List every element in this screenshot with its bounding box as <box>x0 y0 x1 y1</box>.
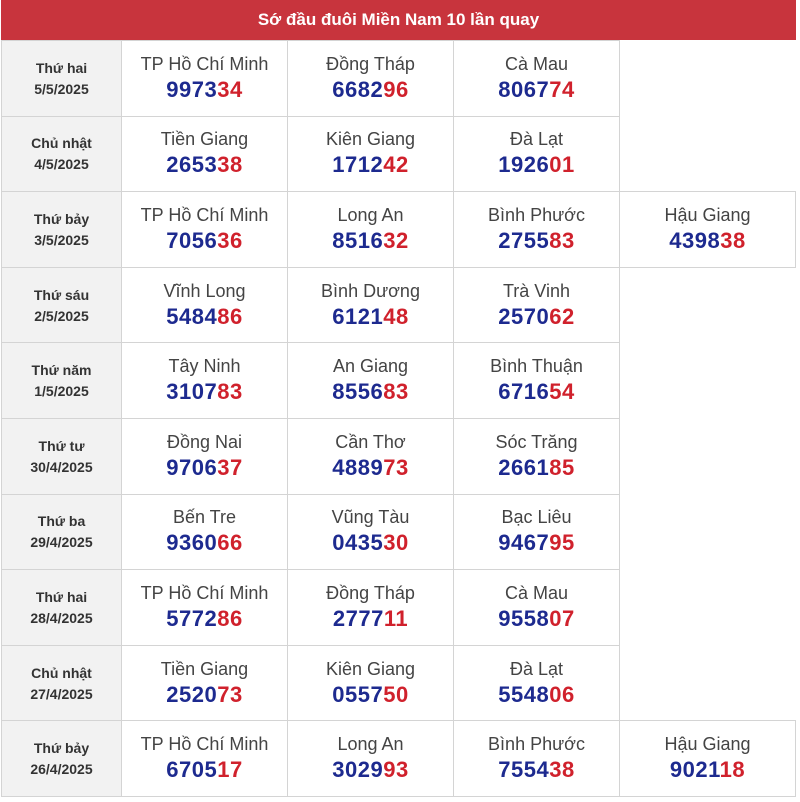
number-tail-digits: 83 <box>549 227 575 253</box>
province-result-cell <box>288 267 454 343</box>
province-name: Bến Tre <box>172 507 237 528</box>
number-tail-digits: 18 <box>719 757 746 783</box>
number-head-digits: 0435 <box>332 530 384 556</box>
number-tail-digits: 95 <box>549 530 575 556</box>
day-cell <box>2 570 122 646</box>
lottery-number <box>288 606 453 632</box>
province-result-cell <box>454 343 620 419</box>
province-name: Vĩnh Long <box>163 280 246 301</box>
province-result-cell <box>454 494 620 570</box>
draw-date: 5/5/2025 <box>34 80 89 97</box>
empty-cell <box>620 116 796 192</box>
draw-date: 2/5/2025 <box>34 307 89 324</box>
number-tail-digits: 38 <box>720 227 746 253</box>
number-head-digits: 5548 <box>498 681 550 707</box>
day-cell <box>2 267 122 343</box>
lottery-number <box>454 152 619 178</box>
province-result-cell <box>454 41 620 117</box>
province-result-cell <box>288 192 454 268</box>
number-tail-digits: 34 <box>217 76 243 102</box>
lottery-number <box>122 228 287 254</box>
table-row <box>2 570 796 646</box>
number-tail-digits: 38 <box>549 757 575 783</box>
number-tail-digits: 01 <box>549 152 575 178</box>
day-name: Thứ bảy <box>33 740 90 757</box>
number-head-digits: 6121 <box>332 303 384 329</box>
draw-date: 1/5/2025 <box>34 383 89 400</box>
number-tail-digits: 73 <box>383 454 409 480</box>
province-name: TP Hồ Chí Minh <box>140 53 269 74</box>
table-row <box>2 494 796 570</box>
lottery-number <box>122 379 287 405</box>
province-name: Bình Dương <box>321 280 420 301</box>
number-tail-digits: 73 <box>217 681 243 707</box>
number-tail-digits: 07 <box>549 605 575 631</box>
province-name: Cần Thơ <box>335 431 406 452</box>
province-result-cell <box>122 721 288 797</box>
province-name: Bạc Liêu <box>501 507 572 528</box>
number-head-digits: 1926 <box>498 152 550 178</box>
lottery-number <box>122 757 287 783</box>
number-tail-digits: 83 <box>383 379 409 405</box>
table-row <box>2 721 796 797</box>
province-name: Hậu Giang <box>664 734 751 755</box>
number-tail-digits: 83 <box>217 379 243 405</box>
day-name: Chủ nhật <box>31 135 92 152</box>
number-head-digits: 8067 <box>498 76 550 102</box>
draw-date: 4/5/2025 <box>34 156 89 173</box>
province-result-cell <box>288 494 454 570</box>
province-result-cell <box>122 645 288 721</box>
lottery-number <box>288 152 453 178</box>
number-head-digits: 7056 <box>166 227 218 253</box>
province-name: Trà Vinh <box>502 280 571 301</box>
number-tail-digits: 42 <box>383 152 409 178</box>
province-result-cell <box>454 116 620 192</box>
draw-date: 27/4/2025 <box>30 685 93 702</box>
lottery-number <box>454 228 619 254</box>
day-cell <box>2 494 122 570</box>
day-cell <box>2 343 122 419</box>
province-result-cell <box>288 645 454 721</box>
province-result-cell <box>288 116 454 192</box>
table-row <box>2 116 796 192</box>
province-result-cell <box>454 267 620 343</box>
lottery-number <box>288 304 453 330</box>
lottery-number <box>122 304 287 330</box>
province-result-cell <box>122 116 288 192</box>
province-result-cell <box>288 418 454 494</box>
number-tail-digits: 62 <box>549 303 575 329</box>
province-name: Đà Lạt <box>509 658 564 679</box>
draw-date: 26/4/2025 <box>30 761 93 778</box>
province-name: Long An <box>337 734 404 755</box>
lottery-number <box>454 304 619 330</box>
number-tail-digits: 06 <box>549 681 575 707</box>
number-head-digits: 9467 <box>498 530 550 556</box>
lottery-number <box>454 379 619 405</box>
number-head-digits: 9021 <box>669 757 720 783</box>
lottery-number <box>288 228 453 254</box>
province-name: Tiền Giang <box>160 658 249 679</box>
day-cell <box>2 721 122 797</box>
day-name: Chủ nhật <box>31 664 92 681</box>
province-result-cell <box>122 267 288 343</box>
number-tail-digits: 30 <box>383 530 409 556</box>
lottery-number <box>454 530 619 556</box>
draw-date: 30/4/2025 <box>30 458 93 475</box>
day-name: Thứ tư <box>38 437 85 454</box>
province-name: Hậu Giang <box>664 204 751 225</box>
day-name: Thứ năm <box>31 362 92 379</box>
lottery-number <box>122 606 287 632</box>
number-tail-digits: 93 <box>383 757 409 783</box>
lottery-number <box>122 455 287 481</box>
lottery-number <box>454 455 619 481</box>
province-name: Đồng Nai <box>166 431 243 452</box>
table-row <box>2 343 796 419</box>
province-name: Kiên Giang <box>325 129 416 150</box>
number-tail-digits: 17 <box>217 757 243 783</box>
lottery-number <box>288 757 453 783</box>
draw-date: 28/4/2025 <box>30 609 93 626</box>
number-head-digits: 3107 <box>166 379 218 405</box>
number-head-digits: 2520 <box>166 681 218 707</box>
province-name: Đồng Tháp <box>326 53 415 74</box>
number-head-digits: 9706 <box>166 454 218 480</box>
number-head-digits: 5772 <box>166 605 218 631</box>
number-head-digits: 5484 <box>166 303 218 329</box>
lottery-number <box>288 682 453 708</box>
results-table <box>1 40 796 797</box>
number-head-digits: 2777 <box>332 605 384 631</box>
lottery-number <box>620 228 795 254</box>
province-name: An Giang <box>332 356 409 377</box>
number-tail-digits: 66 <box>217 530 243 556</box>
lottery-number <box>122 77 287 103</box>
empty-cell <box>620 645 796 721</box>
province-result-cell <box>122 41 288 117</box>
province-result-cell <box>288 41 454 117</box>
day-cell <box>2 116 122 192</box>
lottery-number <box>288 379 453 405</box>
day-cell <box>2 192 122 268</box>
number-tail-digits: 38 <box>217 152 243 178</box>
province-name: Bình Phước <box>488 204 585 225</box>
province-result-cell <box>122 418 288 494</box>
number-head-digits: 6682 <box>332 76 384 102</box>
day-name: Thứ bảy <box>33 210 90 227</box>
table-row <box>2 267 796 343</box>
table-row <box>2 645 796 721</box>
day-name: Thứ hai <box>35 588 88 605</box>
draw-date: 3/5/2025 <box>34 231 89 248</box>
province-result-cell <box>122 192 288 268</box>
province-result-cell <box>288 721 454 797</box>
number-tail-digits: 74 <box>549 76 575 102</box>
province-result-cell <box>620 192 796 268</box>
number-tail-digits: 11 <box>383 605 409 631</box>
lottery-number <box>122 682 287 708</box>
province-result-cell <box>454 192 620 268</box>
lottery-number <box>288 77 453 103</box>
lottery-number <box>288 455 453 481</box>
number-head-digits: 8516 <box>332 227 384 253</box>
table-row <box>2 418 796 494</box>
province-name: Long An <box>337 204 404 225</box>
number-tail-digits: 36 <box>217 227 243 253</box>
lottery-number <box>288 530 453 556</box>
results-panel <box>1 0 796 797</box>
number-tail-digits: 37 <box>217 454 243 480</box>
day-cell <box>2 418 122 494</box>
lottery-number <box>454 606 619 632</box>
province-name: TP Hồ Chí Minh <box>140 582 269 603</box>
lottery-number <box>620 757 795 783</box>
lottery-number <box>454 77 619 103</box>
day-name: Thứ sáu <box>33 286 90 303</box>
number-head-digits: 9973 <box>166 76 218 102</box>
province-name: Đà Lạt <box>509 129 564 150</box>
day-name: Thứ ba <box>37 513 86 530</box>
day-cell <box>2 645 122 721</box>
number-head-digits: 0557 <box>332 681 384 707</box>
province-result-cell <box>454 418 620 494</box>
number-head-digits: 7554 <box>498 757 550 783</box>
empty-cell <box>620 494 796 570</box>
lottery-number <box>454 757 619 783</box>
number-tail-digits: 86 <box>217 303 243 329</box>
table-row <box>2 41 796 117</box>
number-tail-digits: 48 <box>383 303 409 329</box>
number-head-digits: 2570 <box>498 303 550 329</box>
table-row <box>2 192 796 268</box>
lottery-number <box>454 682 619 708</box>
province-result-cell <box>620 721 796 797</box>
number-head-digits: 9558 <box>498 605 550 631</box>
province-result-cell <box>288 343 454 419</box>
number-head-digits: 8556 <box>332 379 384 405</box>
province-result-cell <box>288 570 454 646</box>
number-head-digits: 2653 <box>166 152 218 178</box>
province-result-cell <box>122 570 288 646</box>
number-head-digits: 6716 <box>498 379 550 405</box>
province-name: Tây Ninh <box>168 356 241 377</box>
number-head-digits: 4889 <box>332 454 384 480</box>
empty-cell <box>620 343 796 419</box>
number-head-digits: 6705 <box>166 757 218 783</box>
province-name: Bình Phước <box>488 734 585 755</box>
province-name: Cà Mau <box>504 582 569 603</box>
province-result-cell <box>454 721 620 797</box>
number-tail-digits: 50 <box>383 681 409 707</box>
number-tail-digits: 32 <box>383 227 409 253</box>
province-result-cell <box>454 570 620 646</box>
province-name: TP Hồ Chí Minh <box>140 204 269 225</box>
lottery-number <box>122 530 287 556</box>
empty-cell <box>620 418 796 494</box>
number-tail-digits: 86 <box>217 605 243 631</box>
province-name: Cà Mau <box>504 53 569 74</box>
page-title: Sớ đầu đuôi Miền Nam 10 lần quay <box>1 0 796 40</box>
number-head-digits: 3029 <box>332 757 384 783</box>
province-name: Tiền Giang <box>160 129 249 150</box>
province-name: Đồng Tháp <box>326 582 415 603</box>
province-result-cell <box>122 494 288 570</box>
province-name: Vũng Tàu <box>331 507 410 528</box>
draw-date: 29/4/2025 <box>30 534 93 551</box>
number-head-digits: 9360 <box>166 530 218 556</box>
number-tail-digits: 54 <box>549 379 575 405</box>
province-name: Bình Thuận <box>490 356 583 377</box>
lottery-number <box>122 152 287 178</box>
empty-cell <box>620 41 796 117</box>
number-head-digits: 4398 <box>669 227 721 253</box>
day-name: Thứ hai <box>35 59 88 76</box>
number-tail-digits: 96 <box>383 76 409 102</box>
province-name: TP Hồ Chí Minh <box>140 734 269 755</box>
number-head-digits: 2661 <box>498 454 550 480</box>
province-result-cell <box>122 343 288 419</box>
day-cell <box>2 41 122 117</box>
province-result-cell <box>454 645 620 721</box>
empty-cell <box>620 267 796 343</box>
empty-cell <box>620 570 796 646</box>
number-tail-digits: 85 <box>549 454 575 480</box>
province-name: Sóc Trăng <box>495 431 578 452</box>
results-table-body <box>2 41 796 797</box>
number-head-digits: 1712 <box>332 152 384 178</box>
province-name: Kiên Giang <box>325 658 416 679</box>
number-head-digits: 2755 <box>498 227 550 253</box>
